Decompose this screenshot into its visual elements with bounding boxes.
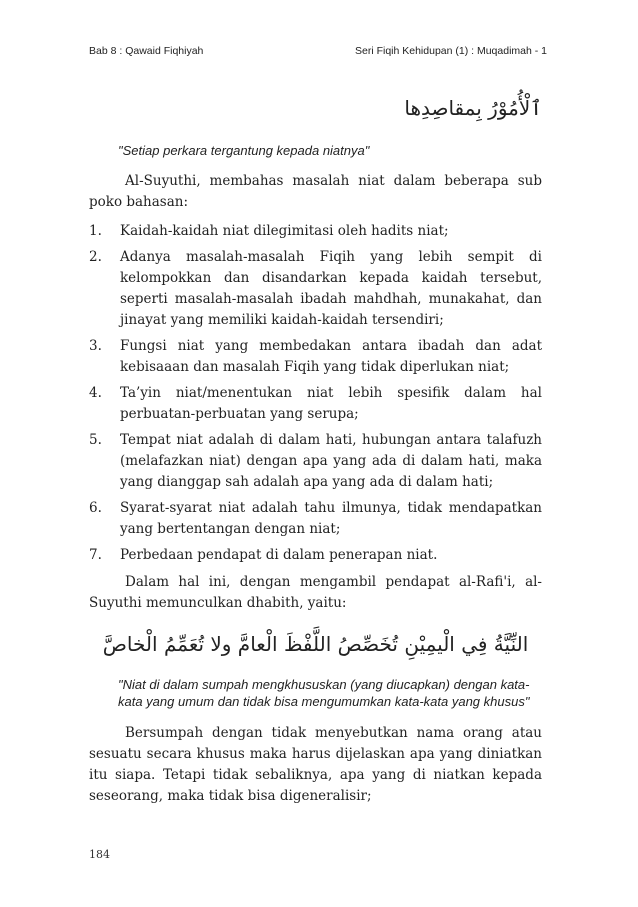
list-item	[89, 498, 542, 540]
list-item	[89, 247, 542, 331]
paragraph-3: Bersumpah dengan tidak menyebutkan nama orang atau sesuatu secara khusus maka harus dijelaskan apa yang diniatkan itu siapa. Tetapi tidak sebaliknya, apa yang di niatkan kepada seseorang, maka tidak bisa digeneralisir;	[89, 725, 542, 804]
list-number: 6.	[89, 500, 102, 516]
arabic-rule-2: النِّيَّةُ فِي الْيمِيْنِ تُخَصِّصُ اللَّفْظَ الْعامَّ ولا تُعَمِّمُ الْخاصَّ	[102, 632, 529, 656]
paragraph-2: Dalam hal ini, dengan mengambil pendapat al-Rafi'i, al-Suyuthi memunculkan dhabith, yaitu:	[89, 574, 542, 611]
list-item	[89, 383, 542, 425]
list-item	[89, 430, 542, 493]
list-item	[89, 545, 542, 566]
arabic-rule-1: ٱلْأُمُوْرُ بِمقاصِدِها	[404, 96, 542, 120]
points-list	[89, 221, 542, 566]
header-series: Seri Fiqih Kehidupan (1) : Muqadimah - 1	[354, 45, 547, 57]
list-number: 5.	[89, 432, 102, 448]
list-text: Adanya masalah-masalah Fiqih yang lebih sempit di kelompokkan dan disandarkan kepada kaidah tersebut, seperti masalah-masalah ibadah mahdhah, munakahat, dan jinayat yang memiliki kaidah-kaidah tersendiri;	[120, 249, 542, 328]
list-text: Syarat-syarat niat adalah tahu ilmunya, tidak mendapatkan yang bertentangan dengan niat;	[120, 500, 542, 537]
quote-1: "Setiap perkara tergantung kepada niatnya"	[118, 143, 370, 158]
page-body	[89, 92, 542, 807]
list-number: 3.	[89, 338, 102, 354]
list-text: Kaidah-kaidah niat dilegimitasi oleh hadits niat;	[120, 223, 449, 239]
paragraph-1: Al-Suyuthi, membahas masalah niat dalam beberapa sub poko bahasan:	[89, 173, 542, 210]
list-text: Perbedaan pendapat di dalam penerapan niat.	[120, 547, 438, 563]
list-number: 2.	[89, 249, 102, 265]
page-number: 184	[89, 848, 110, 861]
list-number: 1.	[89, 223, 102, 239]
list-number: 4.	[89, 385, 102, 401]
list-item	[89, 221, 542, 242]
list-item	[89, 336, 542, 378]
quote-2: "Niat di dalam sumpah mengkhususkan (yang diucapkan) dengan kata-kata yang umum dan tidak bisa mengumumkan kata-kata yang khusus"	[118, 677, 530, 709]
list-text: Tempat niat adalah di dalam hati, hubungan antara talafuzh (melafazkan niat) dengan apa yang ada di dalam hati, maka yang dianggap sah adalah apa yang ada di dalam hati;	[120, 432, 542, 490]
list-number: 7.	[89, 547, 102, 563]
running-header	[89, 45, 547, 57]
header-chapter: Bab 8 : Qawaid Fiqhiyah	[89, 45, 204, 57]
list-text: Ta’yin niat/menentukan niat lebih spesifik dalam hal perbuatan-perbuatan yang serupa;	[120, 385, 542, 422]
list-text: Fungsi niat yang membedakan antara ibadah dan adat kebisaaan dan masalah Fiqih yang tidak diperlukan niat;	[120, 338, 542, 375]
